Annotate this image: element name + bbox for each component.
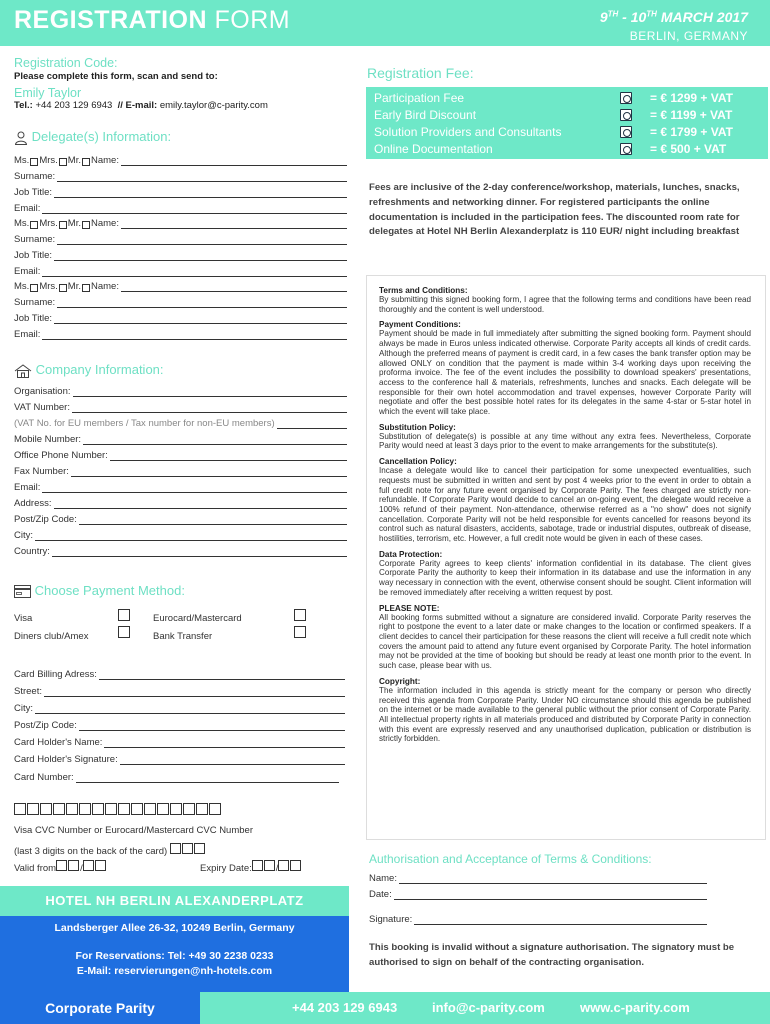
vat-note: (VAT No. for EU members / Tax number for non-EU members) [14, 415, 347, 429]
terms-box [366, 275, 766, 840]
valid-box[interactable] [56, 860, 67, 871]
payment-title: Choose Payment Method: [14, 583, 185, 598]
fee-radio[interactable] [620, 143, 632, 155]
mr-checkbox[interactable] [82, 221, 90, 229]
expiry-box[interactable] [264, 860, 275, 871]
valid-box[interactable] [68, 860, 79, 871]
address-field[interactable]: Address: [14, 495, 347, 509]
house-icon [14, 364, 32, 378]
company-title: Company Information: [14, 362, 164, 378]
contact-line: Tel.: +44 203 129 6943 // E-mail: emily.taylor@c-parity.com [14, 100, 268, 111]
expiry-box[interactable] [290, 860, 301, 871]
job-title-field[interactable]: Job Title: [14, 247, 347, 261]
hotel-email: E-Mail: reservierungen@nh-hotels.com [76, 965, 273, 977]
hotel-name: HOTEL NH BERLIN ALEXANDERPLATZ [0, 886, 349, 916]
card-holder-signature-field[interactable]: Card Holder's Signature: [14, 751, 345, 765]
credit-card-icon [14, 585, 31, 598]
delegates-title: Delegate(s) Information: [14, 129, 171, 145]
bank-transfer-label: Bank Transfer [153, 631, 213, 642]
fax-field[interactable]: Fax Number: [14, 463, 347, 477]
visa-label: Visa [14, 613, 33, 624]
person-icon [14, 131, 28, 145]
eurocard-label: Eurocard/Mastercard [153, 613, 242, 624]
auth-signature-field[interactable]: Signature: [369, 911, 707, 925]
post-code-field[interactable]: Post/Zip Code: [14, 511, 347, 525]
substitution-text: Substitution of delegate(s) is possible at any time without any extra fees. Nevertheless, Corporate Parity would need at least 3 days prior to the event to make arrangements for the substitute(s). [379, 431, 751, 451]
card-number-field[interactable]: Card Number: [14, 769, 339, 783]
cvc-label-2: (last 3 digits on the back of the card) [14, 843, 206, 857]
valid-box[interactable] [95, 860, 106, 871]
surname-field[interactable]: Surname: [14, 294, 347, 308]
valid-box[interactable] [83, 860, 94, 871]
fee-row: Online Documentation = € 500 + VAT [374, 142, 727, 156]
surname-field[interactable]: Surname: [14, 168, 347, 182]
ms-checkbox[interactable] [30, 284, 38, 292]
expiry-box[interactable] [252, 860, 263, 871]
instruction-text: Please complete this form, scan and send to: [14, 71, 218, 82]
data-protection-heading: Data Protection: [379, 549, 443, 559]
surname-field[interactable]: Surname: [14, 231, 347, 245]
registration-code-title: Registration Code: [14, 56, 118, 70]
fee-radio[interactable] [620, 92, 632, 104]
fee-radio[interactable] [620, 109, 632, 121]
street-field[interactable]: Street: [14, 683, 345, 697]
delegate-name-field[interactable]: Ms. Mrs. Mr. Name: [14, 152, 347, 166]
copyright-text: The information included in this agenda is strictly meant for the company or person who directly received this agenda from Corporate Parity. Under NO circumstance should this agenda be published on the internet or be made available to the general public without the prior consent of Corporate Parity. All intellectual property rights in all materials produced and distributed by Corporate Parity in connection with this event are expressly reserved and any unauthorised duplication, publication or distribution is strictly forbidden. [379, 685, 751, 744]
fee-radio[interactable] [620, 126, 632, 138]
footer-web[interactable]: www.c-parity.com [580, 1000, 690, 1015]
event-city: BERLIN, GERMANY [629, 29, 748, 43]
delegate-name-field[interactable]: Ms. Mrs. Mr. Name: [14, 215, 347, 229]
please-note-heading: PLEASE NOTE: [379, 603, 440, 613]
event-date: 9TH - 10TH MARCH 2017 [599, 9, 748, 25]
fee-row: Solution Providers and Consultants = € 1799 + VAT [374, 125, 733, 139]
footer-email[interactable]: info@c-parity.com [432, 1000, 545, 1015]
page-title: REGISTRATION FORM [14, 6, 291, 34]
diners-checkbox[interactable] [118, 626, 130, 638]
billing-city-field[interactable]: City: [14, 700, 345, 714]
copyright-heading: Copyright: [379, 676, 421, 686]
diners-label: Diners club/Amex [14, 631, 89, 642]
job-title-field[interactable]: Job Title: [14, 310, 347, 324]
footer-brand: Corporate Parity [0, 992, 200, 1024]
cvc-box[interactable] [194, 843, 205, 854]
country-field[interactable]: Country: [14, 543, 347, 557]
vat-field[interactable]: VAT Number: [14, 399, 347, 413]
contact-name: Emily Taylor [14, 86, 82, 100]
terms-text: By submitting this signed booking form, I agree that the following terms and conditions have been read thoroughly and the content is well understood. [379, 295, 751, 314]
delegate-email-field[interactable]: Email: [14, 326, 347, 340]
auth-date-field[interactable]: Date: [369, 886, 707, 900]
ms-checkbox[interactable] [30, 158, 38, 166]
mr-checkbox[interactable] [82, 158, 90, 166]
billing-post-field[interactable]: Post/Zip Code: [14, 717, 345, 731]
data-protection-text: Corporate Parity agrees to keep clients' information confidential in its database. The client gives Corporate Parity the authority to keep their information in its database and use the information in any way necessary in connection with the event, otherwise consent should be sought. Client information will be removed immediately after receiving a written request by post. [379, 558, 751, 597]
delegate-email-field[interactable]: Email: [14, 200, 347, 214]
authorisation-title: Authorisation and Acceptance of Terms & Conditions: [369, 852, 652, 866]
cvc-box[interactable] [182, 843, 193, 854]
hotel-address: Landsberger Allee 26-32, 10249 Berlin, Germany [54, 922, 295, 934]
authorisation-note: This booking is invalid without a signature authorisation. The signatory must be authorised to sign on behalf of the contracting organisation. [369, 942, 735, 968]
fee-row: Participation Fee = € 1299 + VAT [374, 91, 733, 105]
terms-heading: Terms and Conditions: [379, 286, 468, 295]
organisation-field[interactable]: Organisation: [14, 383, 347, 397]
cvc-box[interactable] [170, 843, 181, 854]
mrs-checkbox[interactable] [59, 221, 67, 229]
bank-transfer-checkbox[interactable] [294, 626, 306, 638]
mrs-checkbox[interactable] [59, 158, 67, 166]
card-number-boxes[interactable] [14, 803, 222, 818]
hotel-info [0, 916, 349, 992]
ms-checkbox[interactable] [30, 221, 38, 229]
expiry-date: Expiry Date: / [200, 860, 302, 874]
cvc-label: Visa CVC Number or Eurocard/Mastercard CVC Number [14, 825, 253, 836]
company-email-field[interactable]: Email: [14, 479, 347, 493]
valid-from: Valid from / [14, 860, 107, 874]
payment-conditions-heading: Payment Conditions: [379, 320, 461, 330]
job-title-field[interactable]: Job Title: [14, 184, 347, 198]
payment-conditions-text: Payment should be made in full immediately after submitting the signed booking form. Payment should always be made in Euros unless indicated otherwise. Corporate Parity accepts all kinds of credit cards. Although the preferred means of payment is credit card, in a few cases the bank transfer option may be allowed ONLY on condition that the payment is made within 3-4 working days upon receiving the proforma invoice. The fee of the event includes the possibility to download speakers' presentations, access to the conference hall & materials, refreshments, lunches and snacks. Each delegate will be responsible for their own hotel accommodation and travel expenses, however Corporate Parity will negotiate and offer the best possible hotel rates for its delegates in the same 4-star or 5-star hotel in which the event will take place. [379, 329, 751, 417]
hotel-reservations: For Reservations: Tel: +49 30 2238 0233 [75, 950, 274, 962]
auth-name-field[interactable]: Name: [369, 870, 707, 884]
footer-contact [200, 992, 770, 1024]
registration-fee-title: Registration Fee: [367, 65, 474, 81]
expiry-box[interactable] [278, 860, 289, 871]
please-note-text: All booking forms submitted without a signature are considered invalid. Corporate Parity reserves the right to postpone the event to a later date or make changes to the location or confirmed speakers. If a client decides to cancel their participation for these reasons the client will receive a full credit note which covers the amount paid to attend any future event organised by Corporate Parity. The hotel information may not be provided at the time of booking but should be ready at least one month prior to the event. In such case, please bear with us. [379, 612, 751, 671]
footer-phone[interactable]: +44 203 129 6943 [292, 1000, 398, 1015]
mobile-field[interactable]: Mobile Number: [14, 431, 347, 445]
delegate-email-field[interactable]: Email: [14, 263, 347, 277]
substitution-heading: Substitution Policy: [379, 422, 456, 432]
cancellation-heading: Cancellation Policy: [379, 457, 457, 467]
mr-checkbox[interactable] [82, 284, 90, 292]
billing-address-field[interactable]: Card Billing Adress: [14, 666, 345, 680]
visa-checkbox[interactable] [118, 609, 130, 621]
fee-table [366, 87, 768, 159]
fee-note: Fees are inclusive of the 2-day conference/workshop, materials, lunches, snacks, refreshments and networking dinner. For registered participants the online documentation is included in the participation fees. The discounted room rate for delegates at Hotel NH Berlin Alexanderplatz is 110 EUR/ night including breakfast [369, 182, 740, 238]
card-holder-name-field[interactable]: Card Holder's Name: [14, 734, 345, 748]
city-field[interactable]: City: [14, 527, 347, 541]
mrs-checkbox[interactable] [59, 284, 67, 292]
eurocard-checkbox[interactable] [294, 609, 306, 621]
delegate-name-field[interactable]: Ms. Mrs. Mr. Name: [14, 278, 347, 292]
fee-row: Early Bird Discount = € 1199 + VAT [374, 108, 733, 122]
cancellation-text: Incase a delegate would like to cancel their participation for some unexpected eventualities, such requests must be submitted in written and sent by post 4 weeks prior to the event in order to obtain a full credit note for any future event organised by Corporate Parity. The fees charged are strictly non-refundable. If Corporate Parity would decide to cancel an on-going event, the delegate would receive a 100% refund of their payment. Non-attendance, otherwise referred as a "no show" does not signify cancellation. Corporate Parity will not be held responsible for events cancelled for reasons beyond its control such as natural disasters, accidents, sabotage, trade or industrial disputes, outbreak of disease, hostilities, terrorism, etc. However, a full credit note would be given in each of these cases. [379, 466, 751, 544]
office-phone-field[interactable]: Office Phone Number: [14, 447, 347, 461]
